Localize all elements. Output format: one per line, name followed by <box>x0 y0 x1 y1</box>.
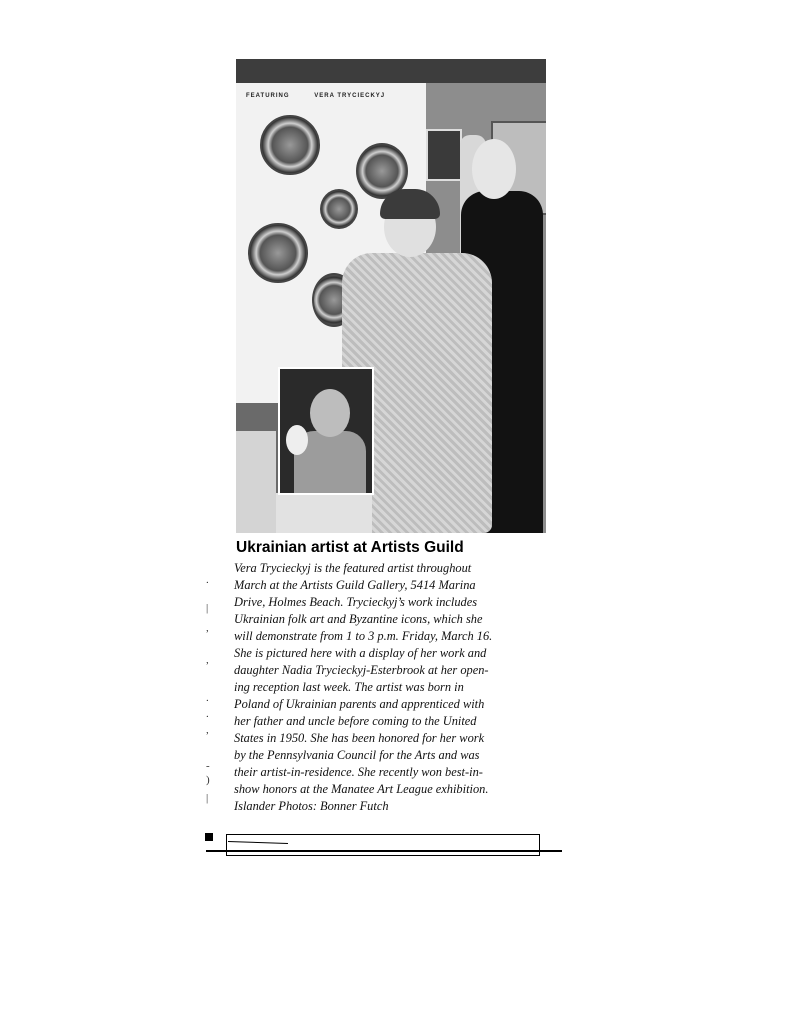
scan-margin-marks: . | , , . . , - ) | <box>206 574 210 804</box>
caption-line: Vera Trycieckyj is the featured artist throughout <box>234 561 472 575</box>
caption-line: ing reception last week. The artist was born in <box>234 680 464 694</box>
caption-line: March at the Artists Guild Gallery, 5414 Marina <box>234 578 476 592</box>
caption-line: Drive, Holmes Beach. Trycieckyj’s work includes <box>234 595 478 609</box>
caption-line: She is pictured here with a display of her work and <box>234 646 487 660</box>
scan-corner-mark <box>205 833 213 841</box>
photo-caption <box>234 560 492 815</box>
caption-line: will demonstrate from 1 to 3 p.m. Friday, March 16. <box>234 629 493 643</box>
wall-artwork <box>426 129 462 181</box>
daughter-face <box>472 139 516 199</box>
banner-featuring: FEATURING <box>246 93 290 99</box>
banner-artist-name: VERA TRYCIECKYJ <box>314 93 386 99</box>
photo-credit: Islander Photos: Bonner Futch <box>234 799 389 813</box>
inset-artist-face <box>310 389 350 437</box>
caption-line: their artist-in-residence. She recently won best-in- <box>234 765 483 779</box>
page-rule <box>206 850 562 852</box>
caption-line: by the Pennsylvania Council for the Arts and was <box>234 748 480 762</box>
display-stand <box>276 493 372 533</box>
decorated-plate <box>260 115 320 175</box>
main-photo <box>236 59 546 533</box>
caption-line: show honors at the Manatee Art League exhibition. <box>234 782 489 796</box>
caption-line: Poland of Ukrainian parents and apprenticed with <box>234 697 485 711</box>
decorated-plate <box>320 189 358 229</box>
article-headline: Ukrainian artist at Artists Guild <box>236 539 464 556</box>
display-stand <box>236 431 276 533</box>
caption-line: daughter Nadia Trycieckyj-Esterbrook at her open- <box>234 663 489 677</box>
display-banner <box>246 93 407 99</box>
caption-line: Ukrainian folk art and Byzantine icons, which she <box>234 612 483 626</box>
inset-photo <box>278 367 374 495</box>
caption-line: her father and uncle before coming to the United <box>234 714 477 728</box>
inset-painted-egg <box>286 425 308 455</box>
next-article-box <box>226 834 540 856</box>
decorated-plate <box>248 223 308 283</box>
caption-line: States in 1950. She has been honored for her work <box>234 731 485 745</box>
